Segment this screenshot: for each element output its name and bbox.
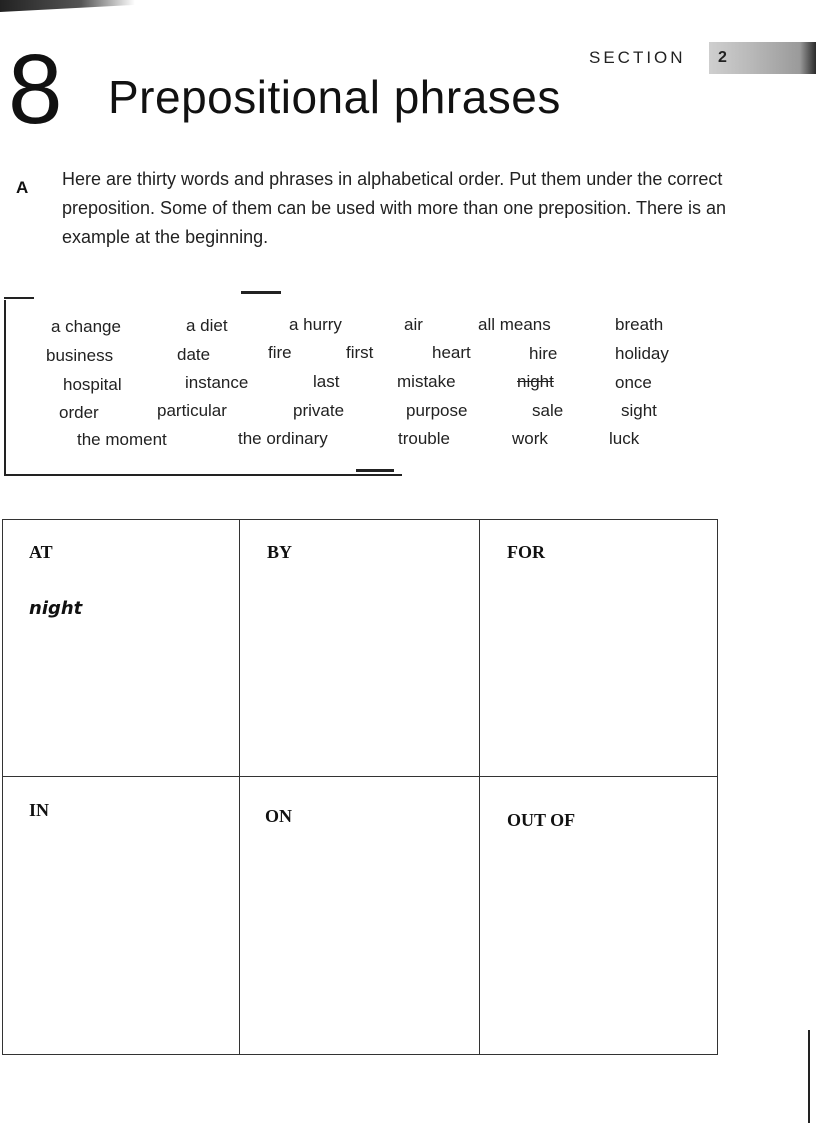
chapter-title: Prepositional phrases: [108, 71, 561, 123]
word-item: luck: [609, 429, 640, 448]
cell-header-in: IN: [29, 800, 50, 820]
cell-header-out-of: OUT OF: [507, 810, 576, 830]
word-box-top-edge: [4, 297, 34, 299]
word-item: sight: [621, 401, 657, 420]
cell-header-at: AT: [29, 542, 53, 562]
word-item: sale: [532, 401, 564, 420]
word-item: trouble: [398, 429, 450, 448]
word-item: hire: [529, 344, 558, 363]
word-item: purpose: [406, 401, 468, 420]
scan-edge-shadow: [0, 0, 135, 12]
word-item: work: [512, 429, 548, 448]
table-row-divider: [3, 776, 717, 777]
word-item: particular: [157, 401, 227, 420]
word-box-deco-bottom: [356, 469, 394, 472]
word-item: instance: [185, 373, 249, 392]
word-item: breath: [615, 315, 664, 334]
scan-margin-line: [808, 1030, 810, 1123]
word-item: all means: [478, 315, 551, 334]
word-item: a diet: [186, 316, 228, 335]
word-item: private: [293, 401, 345, 420]
preposition-table: [2, 519, 718, 1055]
table-column-divider: [479, 520, 480, 1054]
section-number: 2: [709, 42, 816, 74]
word-item: heart: [432, 343, 471, 362]
word-item: a hurry: [289, 315, 342, 334]
word-item: holiday: [615, 344, 669, 363]
word-item: last: [313, 372, 340, 391]
cell-header-for: FOR: [507, 542, 545, 562]
word-item: first: [346, 343, 374, 362]
cell-header-on: ON: [265, 806, 292, 826]
word-item: fire: [268, 343, 292, 362]
section-label: SECTION: [589, 48, 686, 67]
exercise-letter: A: [16, 178, 29, 197]
table-column-divider: [239, 520, 240, 1054]
word-item: business: [46, 346, 114, 365]
cell-header-by: BY: [267, 542, 293, 562]
word-item: hospital: [63, 375, 122, 394]
word-item: air: [404, 315, 423, 334]
word-item: once: [615, 373, 652, 392]
example-answer-night: night: [29, 598, 83, 619]
word-item-struck: night: [517, 372, 554, 391]
word-item: a change: [51, 317, 121, 336]
word-item: the moment: [77, 430, 167, 449]
word-item: date: [177, 345, 211, 364]
chapter-number: 8: [8, 34, 63, 144]
exercise-instructions: Here are thirty words and phrases in alphabetical order. Put them under the correct preposition. Some of them can be used with more than one preposition. There is an example at the beginning.: [62, 169, 727, 247]
word-item: the ordinary: [238, 429, 328, 448]
word-item: order: [59, 403, 99, 422]
word-item: mistake: [397, 372, 456, 391]
word-box-deco-top: [241, 291, 281, 294]
